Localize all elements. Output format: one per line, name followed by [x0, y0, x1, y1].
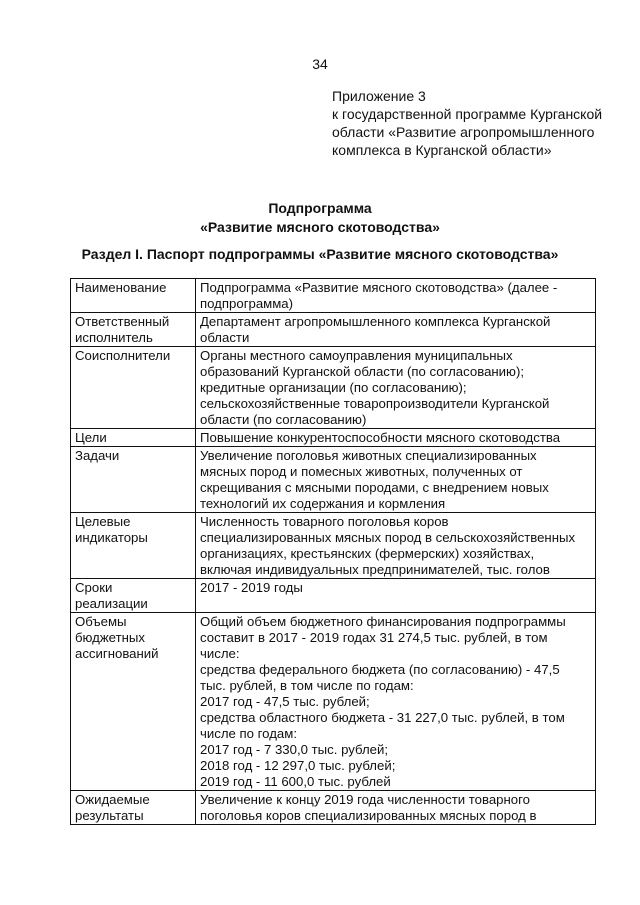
passport-label-cell — [71, 429, 196, 447]
passport-value-line: средства областного бюджета - 31 227,0 тыс. рублей, в том — [200, 710, 565, 725]
page-number: 34 — [312, 56, 328, 72]
passport-value-line: числе по годам: — [200, 726, 297, 741]
section-title: Раздел I. Паспорт подпрограммы «Развитие мясного скотоводства» — [81, 246, 559, 262]
appendix-line: комплекса в Курганской области» — [332, 142, 552, 158]
passport-value-line: технологий их содержания и кормления — [200, 496, 446, 511]
passport-row — [71, 347, 596, 429]
passport-label-cell — [71, 313, 196, 347]
passport-row — [71, 313, 596, 347]
passport-label-line: ассигнований — [75, 646, 159, 661]
appendix-line: к государственной программе Курганской — [332, 106, 603, 122]
passport-label-line: Задачи — [75, 448, 120, 463]
passport-row — [71, 429, 596, 447]
passport-value-line: числе: — [200, 646, 240, 661]
page-bottom-cut — [0, 845, 640, 905]
passport-label-line: Соисполнители — [75, 348, 171, 363]
subprogram-title-line: «Развитие мясного скотоводства» — [200, 219, 440, 235]
passport-label-cell — [71, 347, 196, 429]
passport-value-cell — [196, 279, 596, 313]
subprogram-title — [0, 199, 640, 237]
passport-row — [71, 791, 596, 825]
passport-value-line: средства федерального бюджета (по согласованию) - 47,5 — [200, 662, 560, 677]
passport-value-line: включая индивидуальных предпринимателей, тыс. голов — [200, 562, 550, 577]
passport-label-cell — [71, 579, 196, 613]
passport-label-line: индикаторы — [75, 530, 148, 545]
passport-value-line: 2019 год - 11 600,0 тыс. рублей — [200, 774, 391, 789]
passport-value-cell — [196, 791, 596, 825]
passport-value-line: 2017 - 2019 годы — [200, 580, 303, 595]
passport-label-cell — [71, 447, 196, 513]
subprogram-title-line: Подпрограмма — [268, 200, 372, 216]
passport-label-line: Ответственный — [75, 314, 170, 329]
passport-label-line: бюджетных — [75, 630, 145, 645]
passport-value-line: составит в 2017 - 2019 годах 31 274,5 тыс. рублей, в том — [200, 630, 548, 645]
passport-value-line: Увеличение поголовья животных специализированных — [200, 448, 537, 463]
passport-row — [71, 279, 596, 313]
passport-value-line: образований Курганской области (по согласованию); — [200, 364, 524, 379]
passport-value-line: Подпрограмма «Развитие мясного скотоводства» (далее - — [200, 280, 558, 295]
passport-label-line: Ожидаемые — [75, 792, 150, 807]
passport-value-line: сельскохозяйственные товаропроизводители Курганской — [200, 396, 550, 411]
passport-value-line: 2017 год - 47,5 тыс. рублей; — [200, 694, 370, 709]
passport-row — [71, 447, 596, 513]
passport-label-line: Сроки — [75, 580, 113, 595]
passport-value-line: 2018 год - 12 297,0 тыс. рублей; — [200, 758, 396, 773]
passport-value-line: Общий объем бюджетного финансирования подпрограммы — [200, 614, 566, 629]
passport-value-line: области (по согласованию) — [200, 412, 367, 427]
passport-value-line: кредитные организации (по согласованию); — [200, 380, 467, 395]
passport-value-line: Органы местного самоуправления муниципальных — [200, 348, 513, 363]
passport-value-cell — [196, 513, 596, 579]
passport-row — [71, 613, 596, 791]
passport-value-line: тыс. рублей, в том числе по годам: — [200, 678, 414, 693]
passport-table — [70, 278, 596, 825]
passport-label-cell — [71, 791, 196, 825]
passport-value-line: поголовья коров специализированных мясных пород в — [200, 808, 537, 823]
passport-value-cell — [196, 447, 596, 513]
passport-value-line: Увеличение к концу 2019 года численности товарного — [200, 792, 530, 807]
passport-row — [71, 513, 596, 579]
passport-label-line: Объемы — [75, 614, 127, 629]
passport-value-cell — [196, 579, 596, 613]
appendix-line: области «Развитие агропромышленного — [332, 124, 595, 140]
passport-label-line: Цели — [75, 430, 107, 445]
passport-value-line: мясных пород и помесных животных, полученных от — [200, 464, 523, 479]
appendix-line: Приложение 3 — [332, 88, 426, 104]
passport-value-cell — [196, 429, 596, 447]
passport-value-cell — [196, 347, 596, 429]
passport-value-line: 2017 год - 7 330,0 тыс. рублей; — [200, 742, 389, 757]
passport-label-line: результаты — [75, 808, 144, 823]
passport-value-line: специализированных мясных пород в сельскохозяйственных — [200, 530, 576, 545]
passport-label-line: Наименование — [75, 280, 167, 295]
passport-value-cell — [196, 613, 596, 791]
passport-value-line: области — [200, 330, 250, 345]
passport-row — [71, 579, 596, 613]
passport-value-line: Департамент агропромышленного комплекса Курганской — [200, 314, 551, 329]
passport-table-body — [71, 279, 596, 825]
passport-label-cell — [71, 613, 196, 791]
passport-label-cell — [71, 513, 196, 579]
appendix-block — [332, 87, 622, 159]
passport-value-cell — [196, 313, 596, 347]
passport-label-line: реализации — [75, 596, 148, 611]
passport-value-line: организациях, крестьянских (фермерских) хозяйствах, — [200, 546, 535, 561]
passport-label-line: Целевые — [75, 514, 131, 529]
passport-label-line: исполнитель — [75, 330, 153, 345]
passport-value-line: Численность товарного поголовья коров — [200, 514, 449, 529]
passport-value-line: Повышение конкурентоспособности мясного скотоводства — [200, 430, 561, 445]
passport-label-cell — [71, 279, 196, 313]
passport-value-line: скрещивания с мясными породами, с внедрением новых — [200, 480, 549, 495]
passport-value-line: подпрограмма) — [200, 296, 294, 311]
